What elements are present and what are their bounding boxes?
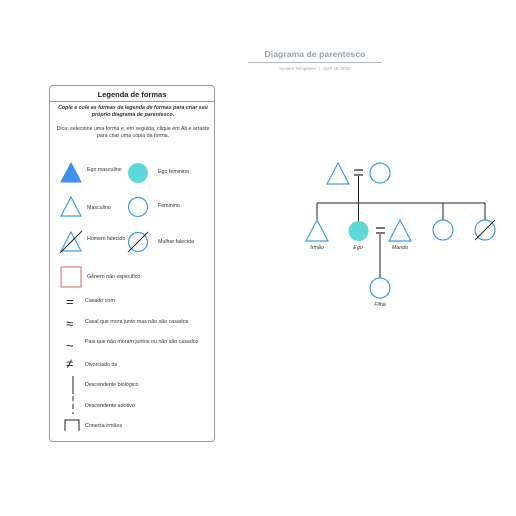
legend-intro: Copie e cole as formas da legenda de formas para criar seu próprio diagrama de parentesco.	[58, 105, 208, 118]
mother-node[interactable]	[370, 163, 390, 183]
label-husband: Marido	[391, 245, 409, 251]
legend-label-not-living-together: Pais que não moram juntos ou não são casados	[85, 339, 199, 345]
legend-label-siblings: Conecta irmãos	[85, 423, 123, 429]
label-ego: Ego	[353, 245, 363, 251]
brother-node[interactable]	[306, 220, 328, 241]
document-title[interactable]: Diagrama de parentesco	[264, 49, 366, 59]
legend-label-adopted: Descendente adotivo	[85, 403, 135, 409]
legend-label-ego-female: Ego feminino	[158, 169, 189, 175]
ego-female-node[interactable]	[349, 221, 369, 241]
legend-label-biological: Descendente biológico	[85, 382, 139, 388]
meta-separator: |	[318, 66, 321, 71]
daughter-node[interactable]	[370, 278, 390, 298]
legend-label-male: Masculino	[87, 205, 111, 211]
label-daughter: Filha	[374, 302, 386, 308]
legend-label-married: Casado com	[85, 298, 115, 304]
legend-label-deceased-female: Mulher falecida	[158, 239, 194, 245]
legend-title: Legenda de formas	[97, 90, 167, 99]
legend-label-deceased-male: Homem falecido	[87, 236, 126, 242]
father-node[interactable]	[327, 163, 349, 184]
meta-author: System Templates	[279, 66, 316, 71]
legend-label-unspecified: Gênero não específico	[87, 274, 141, 280]
label-sibling: Irmão	[310, 245, 324, 251]
legend-label-cohabiting: Casal que mora junto mas não são casados	[85, 319, 189, 325]
legend-label-female: Feminino	[158, 203, 180, 209]
meta-date: April 15, 2025	[323, 66, 351, 71]
legend-label-divorced: Divorciado de	[85, 362, 118, 368]
legend-tip: Dica: selecione uma forma e, em seguida, clique em Alt e arraste para criar uma cópia da forma.	[56, 126, 210, 139]
legend-label-ego-male: Ego masculino	[87, 167, 122, 173]
husband-node[interactable]	[389, 220, 411, 241]
sister-node[interactable]	[433, 220, 453, 240]
divorced-symbol[interactable]: ≠	[66, 356, 74, 371]
cohabiting-symbol[interactable]: ≈	[66, 316, 74, 331]
not-living-together-symbol[interactable]: ~	[66, 338, 74, 353]
married-symbol[interactable]: =	[66, 294, 74, 309]
